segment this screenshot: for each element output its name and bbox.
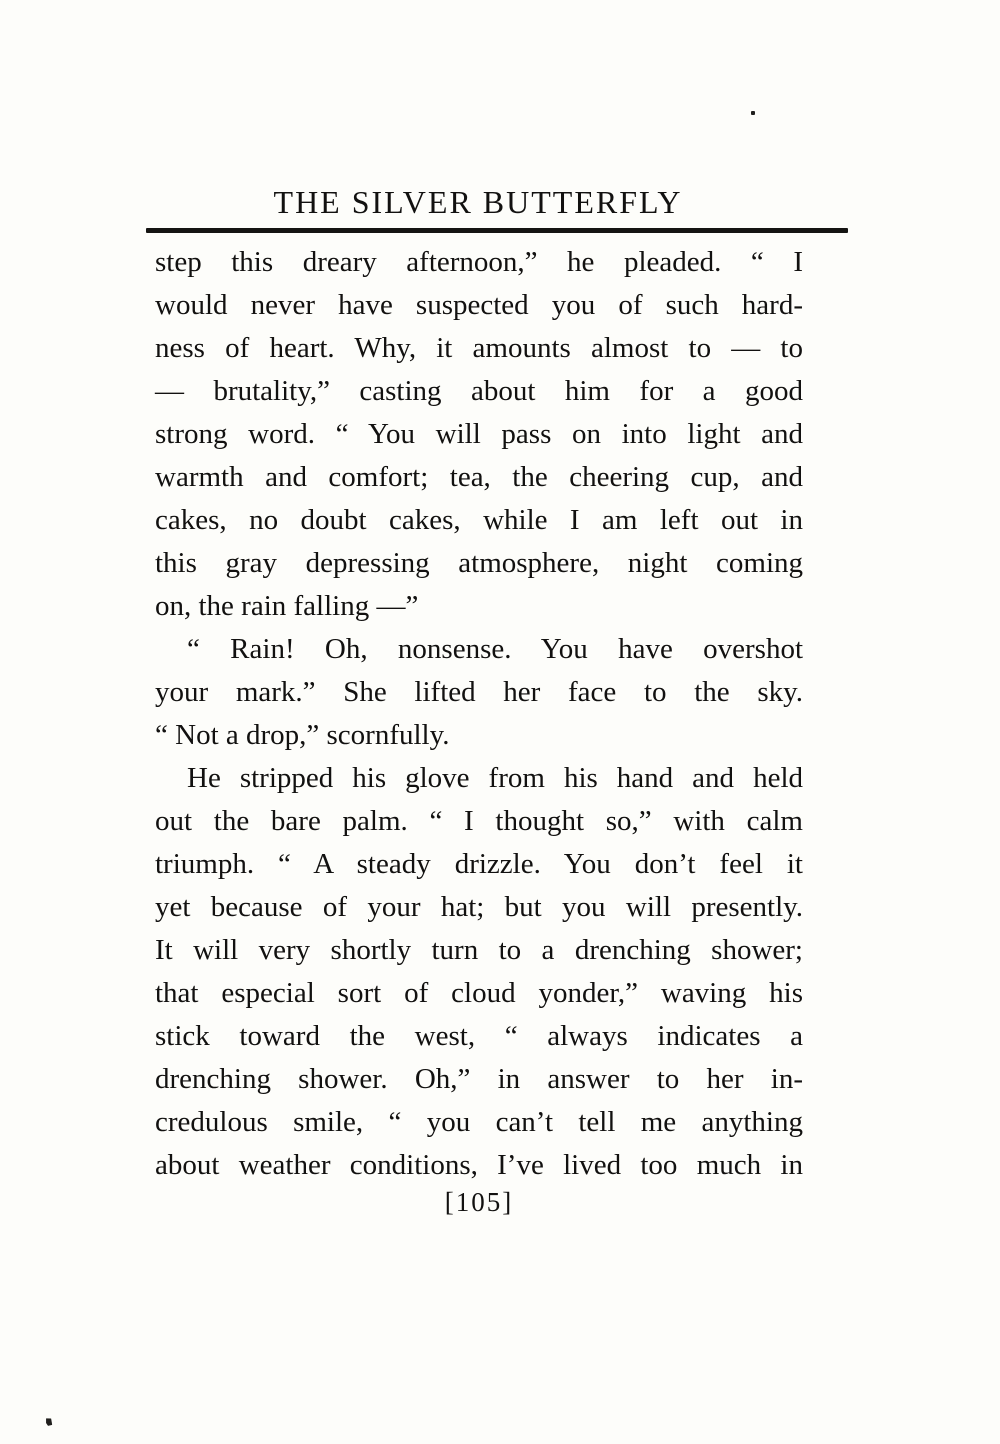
text-line: drenching shower. Oh,” in answer to her in-	[155, 1063, 803, 1095]
text-line: on, the rain falling —”	[155, 590, 419, 622]
ink-speck-icon	[751, 111, 755, 115]
ink-speck-icon	[44, 1417, 54, 1427]
text-line: this gray depressing atmosphere, night coming	[155, 547, 803, 579]
text-line: It will very shortly turn to a drenching shower;	[155, 934, 803, 966]
text-line: that especial sort of cloud yonder,” waving his	[155, 977, 803, 1009]
text-line: out the bare palm. “ I thought so,” with calm	[155, 805, 803, 837]
text-line: — brutality,” casting about him for a good	[155, 375, 803, 407]
text-line: ness of heart. Why, it amounts almost to — to	[155, 332, 803, 364]
text-line: credulous smile, “ you can’t tell me anything	[155, 1106, 803, 1138]
text-line: “ Rain! Oh, nonsense. You have overshot	[187, 633, 803, 665]
text-line: cakes, no doubt cakes, while I am left out in	[155, 504, 803, 536]
text-line: He stripped his glove from his hand and held	[187, 762, 803, 794]
text-line: strong word. “ You will pass on into light and	[155, 418, 803, 450]
text-line: your mark.” She lifted her face to the sky.	[155, 676, 803, 708]
page-number: [105]	[444, 1187, 514, 1217]
text-line: yet because of your hat; but you will presently.	[155, 891, 803, 923]
text-line: “ Not a drop,” scornfully.	[155, 719, 450, 751]
body-text	[155, 241, 803, 1187]
text-line: warmth and comfort; tea, the cheering cup, and	[155, 461, 803, 493]
running-head-title: THE SILVER BUTTERFLY	[273, 184, 683, 220]
text-line: step this dreary afternoon,” he pleaded. “ I	[155, 246, 803, 278]
text-line: would never have suspected you of such hard-	[155, 289, 803, 321]
text-line: about weather conditions, I’ve lived too much in	[155, 1149, 803, 1181]
text-line: triumph. “ A steady drizzle. You don’t feel it	[155, 848, 803, 880]
header-rule	[146, 228, 848, 233]
text-line: stick toward the west, “ always indicates a	[155, 1020, 803, 1052]
